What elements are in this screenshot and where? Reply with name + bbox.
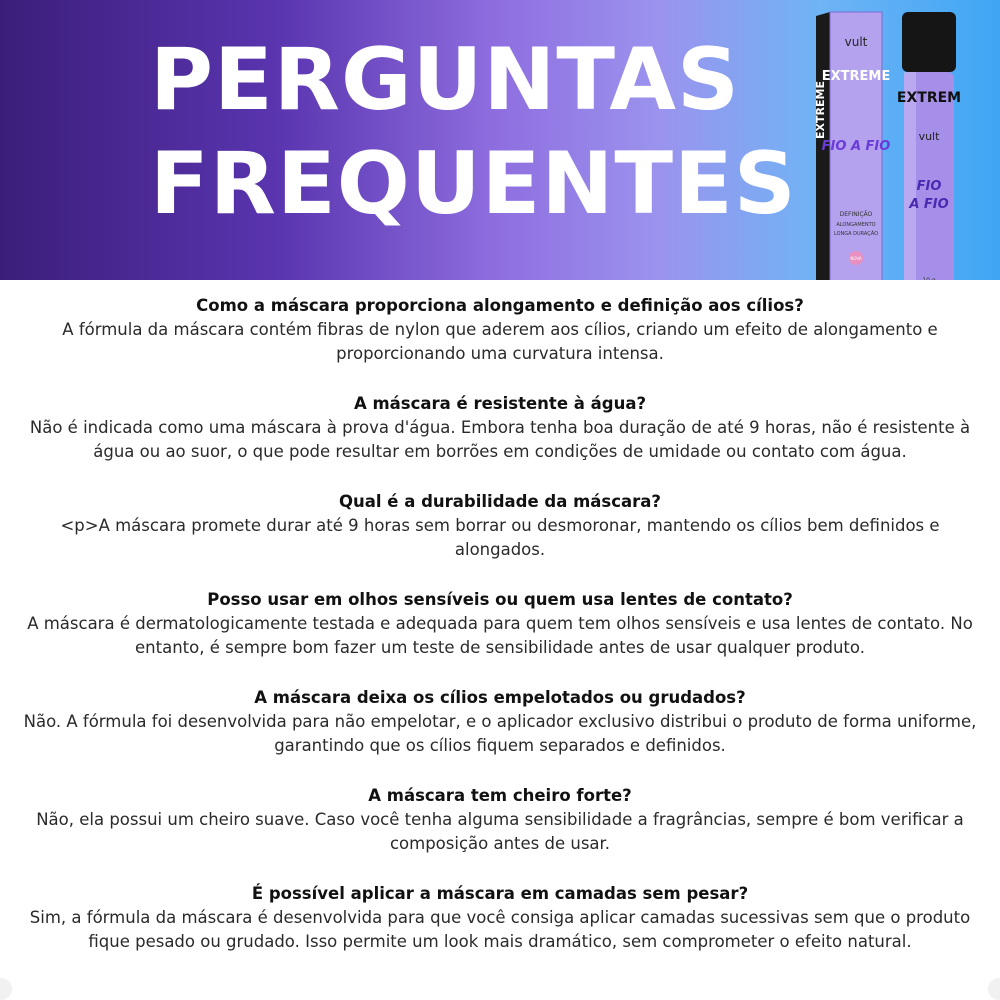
corner-dot-right: [988, 978, 1000, 1000]
corner-dot-left: [0, 978, 12, 1000]
box-feature-1: DEFINIÇÃO: [839, 211, 873, 218]
faq-answer: A máscara é dermatologicamente testada e adequada para quem tem olhos sensíveis e usa lentes de contato. No entanto, é sempre bom fazer um teste de sensibilidade antes de usar qualquer produto.: [27, 614, 973, 657]
svg-text:10 g: 10 g: [922, 277, 936, 284]
faq-answer: A fórmula da máscara contém fibras de nylon que aderem aos cílios, criando um efeito de alongamento e proporcionando uma curvatura intensa.: [62, 320, 938, 363]
faq-item: [20, 882, 980, 954]
faq-item: [20, 686, 980, 758]
box-badge: NOVA: [850, 256, 862, 261]
svg-text:EXTREME: EXTREME: [821, 69, 891, 84]
faq-question: A máscara é resistente à água?: [353, 394, 647, 413]
faq-item: [20, 784, 980, 856]
product-tube: [896, 12, 962, 284]
box-feature-2: ALONGAMENTO: [836, 222, 876, 228]
faq-item: [20, 490, 980, 562]
header-banner: [0, 0, 1000, 287]
faq-question: A máscara deixa os cílios empelotados ou grudados?: [254, 688, 746, 707]
faq-question: Posso usar em olhos sensíveis ou quem usa lentes de contato?: [207, 590, 793, 609]
box-product-name: FIO A FIO: [821, 139, 891, 154]
title-line-1: PERGUNTAS: [150, 30, 740, 130]
faq-list: [20, 294, 980, 980]
faq-answer: <p>A máscara promete durar até 9 horas sem borrar ou desmoronar, mantendo os cílios bem definidos e alongados.: [60, 516, 940, 559]
product-box: EXTREME vult EXTREME FIO A FIO DEFINIÇÃO ALONGAMENTO LONGA DURAÇÃO NOVA 10 g: [814, 12, 890, 280]
page-title: [150, 28, 797, 236]
faq-item: [20, 392, 980, 464]
faq-question: Qual é a durabilidade da máscara?: [338, 492, 662, 511]
faq-question: A máscara tem cheiro forte?: [368, 786, 632, 805]
title-line-2: FREQUENTES: [150, 134, 797, 234]
faq-answer: Não é indicada como uma máscara à prova d'água. Embora tenha boa duração de até 9 horas, não é resistente à água ou ao suor, o que pode resultar em borrões em condições de umidade ou contato com água.: [29, 418, 971, 461]
svg-text:A FIO: A FIO: [909, 197, 949, 212]
faq-question: Como a máscara proporciona alongamento e definição aos cílios?: [196, 296, 804, 315]
svg-text:EXTREM: EXTREM: [896, 90, 962, 106]
faq-answer: Não, ela possui um cheiro suave. Caso você tenha alguma sensibilidade a fragrâncias, sempre é bom verificar a composição antes de usar.: [36, 810, 964, 853]
faq-item: [20, 588, 980, 660]
box-feature-3: LONGA DURAÇÃO: [833, 231, 879, 237]
svg-text:FIO: FIO: [916, 179, 942, 194]
faq-answer: Não. A fórmula foi desenvolvida para não empelotar, e o aplicador exclusivo distribui o produto de forma uniforme, garantindo que os cílios fiquem separados e definidos.: [23, 712, 977, 755]
faq-question: É possível aplicar a máscara em camadas sem pesar?: [251, 884, 749, 903]
faq-answer: Sim, a fórmula da máscara é desenvolvida para que você consiga aplicar camadas sucessivas sem que o produto fique pesado ou grudado. Isso permite um look mais dramático, sem comprometer o efeito natural.: [29, 908, 971, 951]
box-line-text: EXTREME: [814, 81, 827, 139]
product-image: [812, 10, 992, 287]
faq-item: [20, 294, 980, 366]
box-brand-text: vult: [844, 35, 868, 49]
svg-text:vult: vult: [918, 130, 940, 143]
